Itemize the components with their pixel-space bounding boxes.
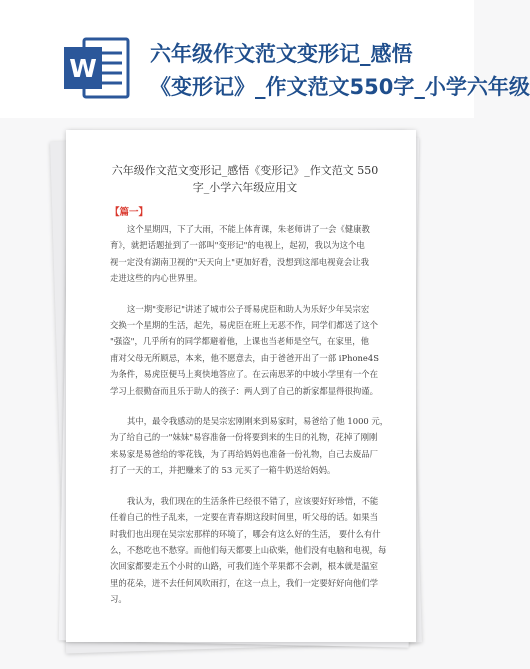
word-document-icon [62, 33, 130, 103]
paragraph-2 [110, 301, 379, 399]
paragraph-line: 这一期"变形记"讲述了城市公子哥易虎臣和助人为乐好少年吴宗宏 [127, 303, 370, 314]
document-title-line-2: 字_小学六年级应用文 [192, 181, 298, 194]
paragraph-line: 为了给自己的一"妹妹"易容准备一份将要到来的生日的礼物，花掉了刚刚 [110, 432, 378, 443]
paragraph-line: 甫对父母无所顾忌，本来，他不愿意去，由于爸爸开出了一部 iPhone4S [110, 352, 379, 363]
paragraph-line: 时我们也出现在吴宗宏那样的环境了，哪会有这么好的生活， 要什么有什 [110, 528, 381, 539]
section-label: 【篇一】 [110, 207, 149, 218]
paragraph-3 [110, 413, 389, 479]
banner-title-line-2: 《变形记》_作文范文550字_小学六年级 [150, 75, 530, 99]
document-body [110, 221, 389, 622]
paragraph-line: 打了一天的工，并把赚来了的 53 元买了一箱牛奶送给妈妈。 [110, 465, 336, 476]
banner-title-line-1: 六年级作文范文变形记_感悟 [150, 42, 413, 66]
banner [0, 0, 530, 118]
paragraph-line: 我认为，我们现在的生活条件已经很不错了，应该要好好珍惜，不能 [127, 495, 379, 506]
paragraph-line: 走进这些的内心世界里。 [110, 273, 203, 284]
banner-title [150, 38, 530, 108]
paragraph-1 [110, 221, 376, 287]
paragraph-line: 么，不愁吃也不愁穿。而他们每天都要上山砍柴，他们没有电脑和电视，每 [110, 544, 387, 555]
document-title [110, 162, 380, 196]
paragraph-line: 交换一个星期的生活，起先，易虎臣在班上无恶不作，同学们都送了这个 [110, 320, 378, 331]
paragraph-line: 里的花朵，迸不去任何风吹雨打，在这一点上，我们一定要好好向他们学 [110, 577, 378, 588]
paragraph-line: 习。 [110, 594, 127, 605]
paragraph-line: 其中，最令我感动的是吴宗宏刚刚来到易家时，易爸给了他 1000 元， [127, 416, 389, 427]
paragraph-line: 学习上很勤奋而且乐于助人的孩子：两人到了自己的新家都显得很拘谨。 [110, 385, 378, 396]
paragraph-line: 视一定没有湖南卫视的"天天向上"更加好看，没想到这部电视竟会让我 [110, 256, 369, 267]
paragraph-line: 这个星期四，下了大雨，不能上体育课，朱老师讲了一会《健康教 [127, 224, 370, 234]
paragraph-line: 育》，就把话题扯到了一部叫"变形记"的电视上，起初，我以为这个电 [110, 240, 365, 251]
paragraph-line: 任着自己的性子乱来，一定要在青春期这段时间里，听父母的话。如果当 [110, 512, 378, 523]
paragraph-line: 为条件，易虎臣便马上爽快地答应了。在云南思茅的中坡小学里有一个在 [110, 369, 378, 380]
paragraph-line: "强盗"，几乎所有的同学都避着他，上课也当老师是空气，在家里，他 [110, 336, 369, 347]
paragraph-line: 来易家是易爸给的零花钱，为了再给妈妈也准备一份礼物，自己去废品厂 [110, 448, 378, 459]
paragraph-4 [110, 493, 387, 608]
document-page [66, 130, 416, 642]
word-logo-letter: W [69, 54, 97, 83]
paragraph-line: 次回家都要走五个小时的山路，可我们连个苹果都不会剥，根本就是温室 [110, 561, 378, 572]
document-title-line-1: 六年级作文范文变形记_感悟《变形记》_作文范文 550 [111, 164, 379, 177]
